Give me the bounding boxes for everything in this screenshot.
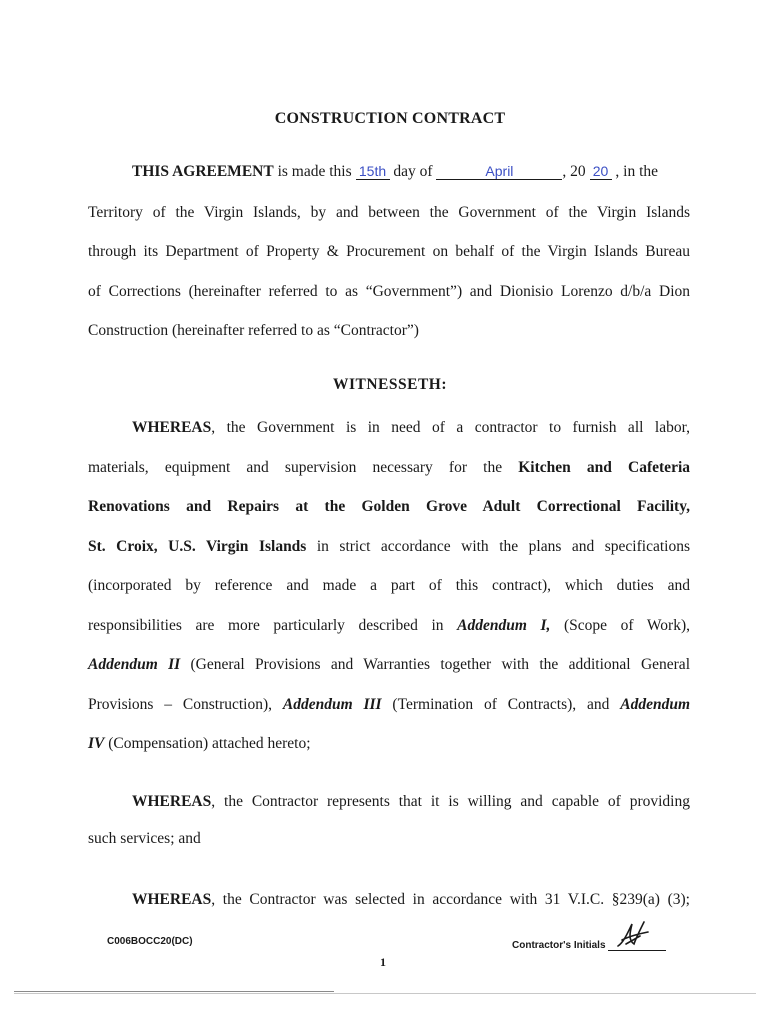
whereas-text: , the Contractor was selected in accordance with 31 V.I.C. §239(a) (3); bbox=[211, 891, 690, 908]
agreement-line-4: of Corrections (hereinafter referred to as “Government”) and Dionisio Lorenzo d/b/a Dion bbox=[88, 283, 690, 300]
whereas-text: materials, equipment and supervision necessary for the bbox=[88, 459, 519, 476]
agreement-text: , 20 bbox=[562, 163, 590, 180]
project-name: Kitchen and Cafeteria bbox=[518, 459, 690, 476]
agreement-text: day of bbox=[389, 163, 437, 180]
agreement-line-3: through its Department of Property & Procurement on behalf of the Virgin Islands Bureau bbox=[88, 243, 690, 260]
day-field[interactable]: 15th bbox=[356, 163, 390, 180]
initials-block bbox=[512, 938, 666, 951]
initials-label: Contractor's Initials bbox=[512, 940, 606, 951]
whereas1-line-8 bbox=[88, 695, 690, 715]
whereas-text: (Termination of Contracts), and bbox=[381, 696, 621, 713]
agreement-line-1 bbox=[132, 162, 690, 182]
agreement-line-5: Construction (hereinafter referred to as “Contractor”) bbox=[88, 322, 419, 339]
project-location: St. Croix, U.S. Virgin Islands bbox=[88, 538, 307, 555]
year-field[interactable]: 20 bbox=[590, 163, 612, 180]
whereas-text: (Compensation) attached hereto; bbox=[104, 735, 311, 752]
whereas1-line-5: (incorporated by reference and made a part of this contract), which duties and bbox=[88, 577, 690, 594]
initials-line[interactable] bbox=[608, 938, 666, 951]
whereas-text: in strict accordance with the plans and specifications bbox=[306, 538, 690, 555]
whereas-text: , the Contractor represents that it is willing and capable of providing bbox=[211, 793, 690, 810]
document-title: CONSTRUCTION CONTRACT bbox=[274, 110, 506, 127]
addendum-ref: Addendum I, bbox=[457, 617, 551, 634]
whereas2-line-2: such services; and bbox=[88, 830, 201, 847]
page-number: 1 bbox=[380, 955, 386, 969]
scan-artifact-line bbox=[14, 991, 334, 992]
addendum-ref: IV bbox=[88, 735, 105, 752]
agreement-lead: THIS AGREEMENT bbox=[132, 163, 274, 180]
whereas1-line-4 bbox=[88, 537, 690, 557]
whereas-text: Provisions – Construction), bbox=[88, 696, 283, 713]
agreement-text: , in the bbox=[611, 163, 659, 180]
whereas-text: (Scope of Work), bbox=[550, 617, 690, 634]
whereas1-line-1 bbox=[132, 418, 690, 438]
agreement-line-2: Territory of the Virgin Islands, by and between the Government of the Virgin Islands bbox=[88, 204, 690, 221]
whereas1-line-6 bbox=[88, 616, 690, 636]
addendum-ref: Addendum II bbox=[88, 656, 181, 673]
addendum-ref: Addendum bbox=[620, 696, 690, 713]
whereas-text: (General Provisions and Warranties together with the additional General bbox=[180, 656, 690, 673]
whereas-lead: WHEREAS bbox=[132, 793, 212, 810]
signature-icon bbox=[614, 920, 650, 950]
whereas1-line-3: Renovations and Repairs at the Golden Grove Adult Correctional Facility, bbox=[88, 498, 690, 515]
month-field[interactable]: April bbox=[436, 163, 562, 180]
whereas-lead: WHEREAS bbox=[132, 891, 212, 908]
whereas2-line-1 bbox=[132, 792, 690, 812]
whereas3-line-1 bbox=[132, 890, 690, 910]
agreement-text: is made this bbox=[273, 163, 356, 180]
document-code: C006BOCC20(DC) bbox=[107, 936, 193, 947]
whereas1-line-2 bbox=[88, 458, 690, 478]
witnesseth-heading: WITNESSETH: bbox=[332, 376, 448, 393]
whereas1-line-7 bbox=[88, 655, 690, 675]
whereas-text: responsibilities are more particularly described in bbox=[88, 617, 458, 634]
whereas1-line-9 bbox=[88, 734, 690, 754]
whereas-text: , the Government is in need of a contractor to furnish all labor, bbox=[211, 419, 690, 436]
addendum-ref: Addendum III bbox=[282, 696, 382, 713]
scan-artifact-line bbox=[14, 993, 756, 994]
whereas-lead: WHEREAS bbox=[132, 419, 212, 436]
